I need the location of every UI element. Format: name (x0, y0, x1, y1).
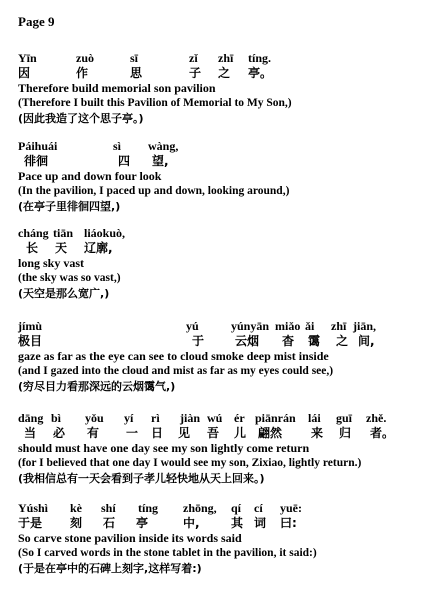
chinese-word: 天 (55, 241, 68, 255)
verse-block (18, 502, 418, 575)
chinese-word: 刻 (70, 516, 83, 530)
chinese-word: 当 (24, 426, 37, 440)
verse-block (18, 320, 418, 393)
verse-block (18, 52, 418, 125)
pinyin-word: sī (130, 51, 139, 65)
pinyin-word: tíng. (248, 51, 272, 65)
pinyin-word: ér (234, 411, 245, 425)
english-gloss: So carve stone pavilion inside its words said (18, 531, 242, 545)
pinyin-word: bì (51, 411, 62, 425)
chinese-line (18, 517, 418, 530)
pinyin-word: rì (151, 411, 160, 425)
modern-chinese-text: (在亭子里徘徊四望,) (18, 200, 121, 213)
chinese-word: 之 (336, 334, 349, 348)
chinese-word: 亭。 (248, 66, 273, 80)
chinese-word: 间, (358, 334, 375, 348)
english-translation (18, 456, 418, 469)
pinyin-word: yí (124, 411, 134, 425)
chinese-word: 四 (118, 154, 131, 168)
chinese-word: 吾 (207, 426, 220, 440)
pinyin-word: cí (254, 501, 263, 515)
chinese-line (18, 335, 418, 348)
chinese-word: 于 (192, 334, 205, 348)
pinyin-line (18, 227, 418, 240)
pinyin-word: jiān, (353, 319, 377, 333)
modern-chinese (18, 562, 418, 575)
pinyin-word: yú (186, 319, 199, 333)
pinyin-word: jiàn (180, 411, 201, 425)
chinese-word: 极目 (18, 334, 43, 348)
chinese-word: 杳 (282, 334, 295, 348)
chinese-word: 辽廓, (84, 241, 113, 255)
pinyin-line (18, 412, 418, 425)
chinese-word: 中, (183, 516, 200, 530)
pinyin-word: zuò (76, 51, 94, 65)
pinyin-word: zhī (218, 51, 234, 65)
english-translation-text: (the sky was so vast,) (18, 272, 121, 284)
english-gloss: Therefore build memorial son pavilion (18, 81, 216, 95)
english-translation-text: (Therefore I built this Pavilion of Memorial to My Son,) (18, 97, 292, 109)
pinyin-line (18, 140, 418, 153)
verse-block (18, 140, 418, 213)
chinese-word: 长 (26, 241, 39, 255)
pinyin-word: tiān (53, 226, 74, 240)
chinese-word: 因 (18, 66, 31, 80)
english-translation (18, 364, 418, 377)
pinyin-line (18, 320, 418, 333)
chinese-word: 子 (189, 66, 202, 80)
modern-chinese (18, 200, 418, 213)
pinyin-word: dāng (18, 411, 44, 425)
modern-chinese-text: (穷尽目力看那深远的云烟霭气,) (18, 380, 176, 393)
pinyin-word: qí (231, 501, 242, 515)
english-translation-text: (In the pavilion, I paced up and down, looking around,) (18, 185, 290, 197)
chinese-word: 儿 (234, 426, 247, 440)
verse-block (18, 412, 418, 485)
verse-block (18, 227, 418, 300)
modern-chinese (18, 287, 418, 300)
chinese-word: 归 (339, 426, 352, 440)
english-translation (18, 96, 418, 109)
english-translation (18, 271, 418, 284)
pinyin-line (18, 52, 418, 65)
pinyin-word: yuē: (280, 501, 302, 515)
modern-chinese (18, 380, 418, 393)
chinese-word: 徘徊 (24, 154, 49, 168)
chinese-word: 望, (152, 154, 169, 168)
english-translation-text: (So I carved words in the stone tablet in the pavilion, it said:) (18, 547, 317, 559)
modern-chinese-text: (我相信总有一天会看到子孝儿轻快地从天上回来。) (18, 472, 265, 485)
chinese-word: 来 (311, 426, 324, 440)
modern-chinese-text: (天空是那么宽广,) (18, 287, 110, 300)
english-gloss: should must have one day see my son lightly come return (18, 441, 310, 455)
modern-chinese (18, 472, 418, 485)
pinyin-word: guī (336, 411, 353, 425)
pinyin-word: zǐ (189, 51, 198, 65)
pinyin-word: shí (101, 501, 116, 515)
pinyin-word: ǎi (305, 319, 315, 333)
pinyin-word: lái (308, 411, 321, 425)
pinyin-word: kè (70, 501, 82, 515)
chinese-word: 于是 (18, 516, 43, 530)
pinyin-word: wú (207, 411, 223, 425)
chinese-word: 云烟 (235, 334, 260, 348)
pinyin-word: sì (113, 139, 122, 153)
chinese-word: 亭 (136, 516, 149, 530)
english-translation-text: (for I believed that one day I would see my son, Zixiao, lightly return.) (18, 457, 362, 469)
english-gloss: gaze as far as the eye can see to cloud smoke deep mist inside (18, 349, 329, 363)
chinese-line (18, 67, 418, 80)
pinyin-line (18, 502, 418, 515)
pinyin-word: yúnyān (231, 319, 270, 333)
pinyin-word: tíng (138, 501, 159, 515)
pinyin-word: zhě. (366, 411, 387, 425)
chinese-word: 词 (254, 516, 267, 530)
chinese-word: 必 (53, 426, 66, 440)
chinese-word: 曰: (280, 516, 297, 530)
chinese-word: 见 (178, 426, 191, 440)
chinese-word: 石 (103, 516, 116, 530)
pinyin-word: liáokuò, (84, 226, 126, 240)
chinese-word: 日 (151, 426, 164, 440)
pinyin-word: Yúshì (18, 501, 49, 515)
english-gloss: Pace up and down four look (18, 169, 162, 183)
english-translation-text: (and I gazed into the cloud and mist as far as my eyes could see,) (18, 365, 334, 377)
pinyin-word: miǎo (275, 319, 301, 333)
english-gloss: long sky vast (18, 256, 85, 270)
pinyin-word: zhōng, (183, 501, 217, 515)
chinese-line (18, 427, 418, 440)
chinese-word: 作 (76, 66, 89, 80)
english-translation (18, 546, 418, 559)
chinese-word: 之 (218, 66, 231, 80)
chinese-word: 翩然 (258, 426, 283, 440)
chinese-word: 霭 (308, 334, 321, 348)
pinyin-word: zhī (331, 319, 347, 333)
chinese-line (18, 242, 418, 255)
modern-chinese-text: (因此我造了这个思子亭。) (18, 112, 144, 125)
chinese-word: 有 (87, 426, 100, 440)
pinyin-word: cháng (18, 226, 49, 240)
modern-chinese-text: (于是在亭中的石碑上刻字,这样写着:) (18, 562, 202, 575)
pinyin-word: wàng, (148, 139, 179, 153)
english-translation (18, 184, 418, 197)
pinyin-word: jímù (18, 319, 42, 333)
modern-chinese (18, 112, 418, 125)
page-label: Page 9 (18, 14, 55, 29)
pinyin-word: Yīn (18, 51, 37, 65)
pinyin-word: piānrán (255, 411, 296, 425)
chinese-line (18, 155, 418, 168)
chinese-word: 其 (231, 516, 244, 530)
pinyin-word: yǒu (85, 411, 104, 425)
chinese-word: 一 (126, 426, 139, 440)
chinese-word: 思 (130, 66, 143, 80)
pinyin-word: Páihuái (18, 139, 58, 153)
chinese-word: 者。 (370, 426, 395, 440)
